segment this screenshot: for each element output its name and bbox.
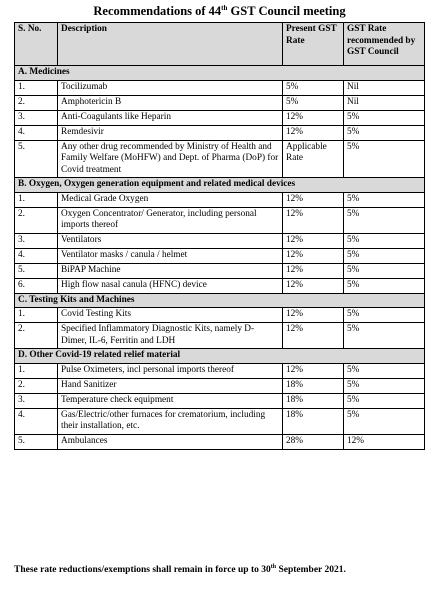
header-sno: S. No. [15,23,58,66]
cell-recommended-rate: 12% [344,434,425,449]
cell-description: Covid Testing Kits [58,308,283,323]
cell-recommended-rate: 5% [344,192,425,207]
table-row [15,263,425,278]
cell-sno: 2. [15,207,58,233]
cell-description: High flow nasal canula (HFNC) device [58,278,283,293]
section-heading: D. Other Covid-19 related relief material [15,349,425,364]
cell-present-rate: 12% [283,248,344,263]
cell-recommended-rate: Nil [344,95,425,110]
cell-present-rate: 12% [283,192,344,207]
table-row [15,308,425,323]
section-row [15,349,425,364]
cell-description: Medical Grade Oxygen [58,192,283,207]
cell-description: BiPAP Machine [58,263,283,278]
header-present-rate: Present GST Rate [283,23,344,66]
section-row [15,66,425,81]
cell-description: Ventilators [58,233,283,248]
table-row [15,110,425,125]
cell-sno: 2. [15,323,58,349]
cell-present-rate: 12% [283,233,344,248]
cell-present-rate: 18% [283,408,344,434]
cell-present-rate: 5% [283,95,344,110]
cell-sno: 5. [15,140,58,178]
cell-description: Oxygen Concentrator/ Generator, including personal imports thereof [58,207,283,233]
cell-description: Anti-Coagulants like Heparin [58,110,283,125]
cell-present-rate: 28% [283,434,344,449]
section-heading: A. Medicines [15,66,425,81]
table-row [15,192,425,207]
title-prefix: Recommendations of 44 [93,4,222,19]
cell-recommended-rate: 5% [344,393,425,408]
cell-present-rate: 18% [283,378,344,393]
cell-sno: 3. [15,393,58,408]
cell-description: Gas/Electric/other furnaces for crematorium, including their installation, etc. [58,408,283,434]
cell-sno: 4. [15,248,58,263]
cell-sno: 2. [15,95,58,110]
cell-present-rate: 12% [283,363,344,378]
table-row [15,378,425,393]
page-title [0,4,439,19]
table-row [15,207,425,233]
footnote [14,564,346,575]
table-row [15,233,425,248]
cell-sno: 1. [15,308,58,323]
cell-recommended-rate: 5% [344,408,425,434]
table-row [15,363,425,378]
cell-sno: 1. [15,80,58,95]
cell-present-rate: 12% [283,207,344,233]
table-row [15,393,425,408]
header-recommended-rate: GST Rate recommended by GST Council [344,23,425,66]
title-superscript: th [221,4,228,12]
cell-description: Ambulances [58,434,283,449]
footnote-prefix: These rate reductions/exemptions shall remain in force up to 30 [14,565,271,576]
table-row [15,408,425,434]
title-suffix: GST Council meeting [227,4,346,19]
table-row [15,278,425,293]
table-row [15,80,425,95]
cell-sno: 5. [15,434,58,449]
cell-description: Any other drug recommended by Ministry of Health and Family Welfare (MoHFW) and Dept. of Pharma (DoP) for Covid treatment [58,140,283,178]
cell-present-rate: 12% [283,323,344,349]
footnote-superscript: th [270,564,277,570]
cell-description: Remdesivir [58,125,283,140]
cell-recommended-rate: 5% [344,207,425,233]
cell-present-rate: 12% [283,308,344,323]
cell-recommended-rate: 5% [344,378,425,393]
cell-description: Specified Inflammatory Diagnostic Kits, namely D-Dimer, IL-6, Ferritin and LDH [58,323,283,349]
cell-sno: 1. [15,363,58,378]
cell-description: Ventilator masks / canula / helmet [58,248,283,263]
section-heading: B. Oxygen, Oxygen generation equipment and related medical devices [15,178,425,193]
gst-rates-table [14,22,425,450]
cell-description: Pulse Oximeters, incl personal imports thereof [58,363,283,378]
cell-present-rate: 5% [283,80,344,95]
cell-recommended-rate: 5% [344,110,425,125]
section-row [15,293,425,308]
cell-description: Hand Sanitizer [58,378,283,393]
cell-recommended-rate: 5% [344,278,425,293]
cell-recommended-rate: 5% [344,263,425,278]
cell-recommended-rate: 5% [344,308,425,323]
table-row [15,434,425,449]
cell-sno: 1. [15,192,58,207]
cell-recommended-rate: 5% [344,323,425,349]
cell-recommended-rate: 5% [344,125,425,140]
cell-description: Amphotericin B [58,95,283,110]
cell-sno: 4. [15,408,58,434]
table-body [15,66,425,450]
table-row [15,125,425,140]
cell-present-rate: 12% [283,278,344,293]
cell-recommended-rate: 5% [344,363,425,378]
cell-sno: 6. [15,278,58,293]
table-row [15,248,425,263]
cell-sno: 2. [15,378,58,393]
header-description: Description [58,23,283,66]
cell-present-rate: 18% [283,393,344,408]
section-heading: C. Testing Kits and Machines [15,293,425,308]
cell-present-rate: 12% [283,110,344,125]
cell-recommended-rate: Nil [344,80,425,95]
cell-recommended-rate: 5% [344,248,425,263]
cell-description: Temperature check equipment [58,393,283,408]
table-row [15,95,425,110]
table-row [15,323,425,349]
cell-present-rate: 12% [283,125,344,140]
cell-sno: 5. [15,263,58,278]
cell-sno: 3. [15,110,58,125]
table-row [15,140,425,178]
section-row [15,178,425,193]
cell-recommended-rate: 5% [344,140,425,178]
cell-sno: 3. [15,233,58,248]
cell-present-rate: Applicable Rate [283,140,344,178]
cell-present-rate: 12% [283,263,344,278]
table-header-row [15,23,425,66]
cell-sno: 4. [15,125,58,140]
cell-recommended-rate: 5% [344,233,425,248]
footnote-suffix: September 2021. [276,565,346,576]
cell-description: Tocilizumab [58,80,283,95]
